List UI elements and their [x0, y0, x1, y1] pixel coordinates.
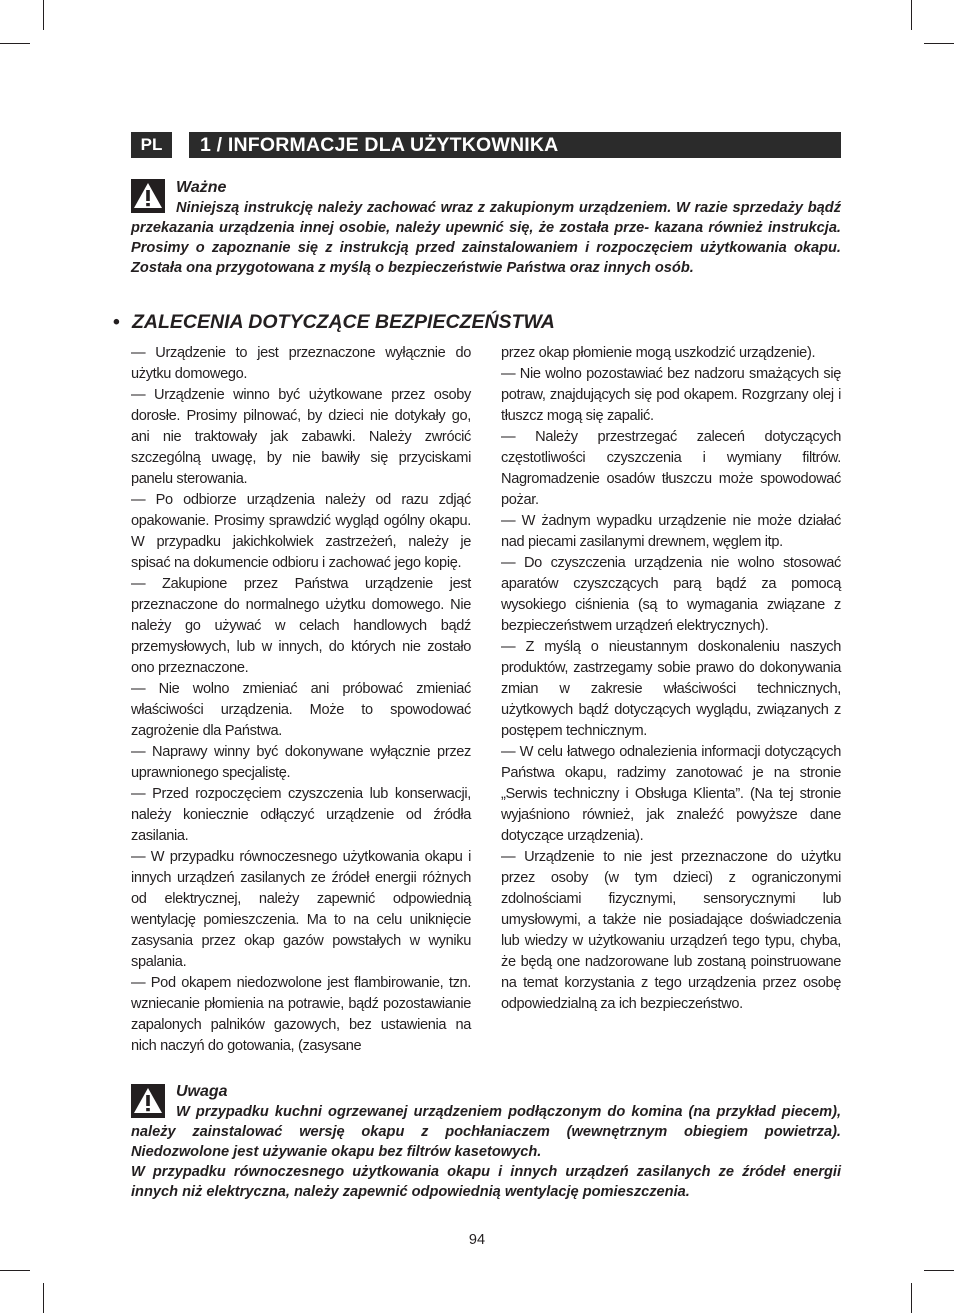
safety-item: — Nie wolno zmieniać ani próbować zmieniać właściwości urządzenia. Może to spowodować zagrożenie dla Państwa. — [131, 681, 471, 739]
caution-title: Uwaga — [176, 1083, 228, 1100]
bullet: • — [113, 311, 120, 333]
page-number: 94 — [468, 1232, 486, 1248]
crop-mark — [911, 1283, 912, 1313]
safety-item: — Z myślą o nieustannym doskonaleniu naszych produktów, zastrzegamy sobie prawo do dokonywania zmian w zakresie właściwości technicznych, użytkowych bądź dotyczących wyglądu, związanych z postępem technicznym. — [501, 639, 841, 739]
crop-mark — [0, 1270, 30, 1271]
section-title: 1 / INFORMACJE DLA UŻYTKOWNIKA — [189, 132, 841, 158]
safety-item: — Po odbiorze urządzenia należy od razu zdjąć opakowanie. Prosimy sprawdzić wygląd ogólny okapu. W przypadku jakichkolwiek zastrzeżeń, należy je spisać na dokumencie odbioru i zachować jego kopię. — [131, 492, 471, 571]
safety-item: — Zakupione przez Państwa urządzenie jest przeznaczone do normalnego użytku domowego. Nie należy go używać w celach handlowych bądź przemysłowych, lub w innych, do których nie zostało ono przeznaczone. — [131, 576, 471, 676]
caution-text: W przypadku równoczesnego użytkowania okapu i innych urządzeń zasilanych ze źródeł energii innych niż elektryczna, należy zapewnić odpowiednią wentylację pomieszczenia. — [131, 1164, 841, 1200]
crop-mark — [924, 43, 954, 44]
safety-item: — Przed rozpoczęciem czyszczenia lub konserwacji, należy koniecznie odłączyć urządzenie od źródła zasilania. — [131, 786, 471, 844]
safety-item: — Nie wolno pozostawiać bez nadzoru smażących się potraw, znajdujących się pod okapem. Rozgrzany olej i tłuszcz mogą się zapalić. — [501, 366, 841, 424]
safety-item: — Urządzenie to jest przeznaczone wyłącznie do użytku domowego. — [131, 345, 471, 382]
safety-heading-text: ZALECENIA DOTYCZĄCE BEZPIECZEŃSTWA — [132, 311, 555, 333]
safety-item: — Urządzenie winno być użytkowane przez osoby dorosłe. Prosimy pilnować, by dzieci nie dotykały go, ani nie traktowały jak zabawki. Należy zwrócić szczególną uwagę, by nie bawiły się przyciskami panelu sterowania. — [131, 387, 471, 487]
safety-item: przez okap płomienie mogą uszkodzić urządzenie). — [501, 345, 816, 361]
safety-item: — Do czyszczenia urządzenia nie wolno stosować aparatów czyszczących parą bądź za pomocą wysokiego ciśnienia (są to wymagania związane z bezpieczeństwem urządzeń elektrycznych). — [501, 555, 841, 634]
safety-item: — Należy przestrzegać zaleceń dotyczących częstotliwości czyszczenia i wymiany filtrów. Nagromadzenie osadów tłuszczu może spowodować pożar. — [501, 429, 841, 508]
safety-item: — Naprawy winny być dokonywane wyłącznie przez uprawnionego specjalistę. — [131, 744, 471, 781]
crop-mark — [43, 0, 44, 30]
crop-mark — [911, 0, 912, 30]
language-tag: PL — [131, 132, 172, 158]
caution-text: W przypadku kuchni ogrzewanej urządzeniem podłączonym do komina (na przykład piecem), należy zainstalować wersję okapu z pochłaniaczem (wewnętrznym obiegiem powietrza). Niedozwolone jest używanie okapu bez filtrów kasetowych. — [131, 1104, 841, 1160]
safety-item: — W celu łatwego odnalezienia informacji dotyczących Państwa okapu, radzimy zanotować je na stronie „Serwis techniczny i Obsługa Klienta”. (Na tej stronie wyjaśniono również, jak znaleźć powyższe dane dotyczące urządzenia). — [501, 744, 841, 844]
safety-item: — W żadnym wypadku urządzenie nie może działać nad piecami zasilanymi drewnem, węglem itp. — [501, 513, 841, 550]
safety-heading — [113, 310, 555, 334]
safety-item: — Urządzenie to nie jest przeznaczone do użytku przez osoby (w tym dzieci) z ograniczonymi zdolnościami fizycznymi, sensorycznymi lub umysłowymi, a także nie posiadające doświadczenia lub wiedzy w użytkowaniu urządzeń tego typu, chyba, że będą one nadzorowane lub zostaną poinstruowane na temat korzystania z tego urządzenia przez osobę odpowiedzialną za ich bezpieczeństwo. — [501, 849, 841, 1012]
safety-item: — W przypadku równoczesnego użytkowania okapu i innych urządzeń zasilanych ze źródeł energii różnych od elektrycznej, należy zapewnić odpowiednią wentylację pomieszczenia. Ma to na celu uniknięcie zasysania przez okap gazów powstałych w wyniku spalania. — [131, 849, 471, 970]
left-column — [131, 343, 471, 1057]
important-text: Niniejszą instrukcję należy zachować wraz z zakupionym urządzeniem. W razie sprzedaży bądź przekazania urządzenia innej osobie, należy upewnić się, że została prze- kazana również instrukcja. Prosimy o zapoznanie się z instrukcją przed zainstalowaniem i rozpoczęciem użytkowania okapu. Została ona przygotowana z myślą o bezpieczeństwie Państwa oraz innych osób. — [131, 200, 841, 276]
right-column — [501, 343, 841, 1015]
safety-item: — Pod okapem niedozwolone jest flambirowanie, tzn. wzniecanie płomienia na potrawie, bądź pozostawianie zapalonych palników gazowych, bez ustawienia na nich naczyń do gotowania, (zasysane — [131, 975, 471, 1054]
crop-mark — [0, 43, 30, 44]
crop-mark — [924, 1270, 954, 1271]
caution-notice — [131, 1082, 841, 1202]
important-notice — [131, 178, 841, 278]
important-title: Ważne — [176, 179, 227, 196]
crop-mark — [43, 1283, 44, 1313]
